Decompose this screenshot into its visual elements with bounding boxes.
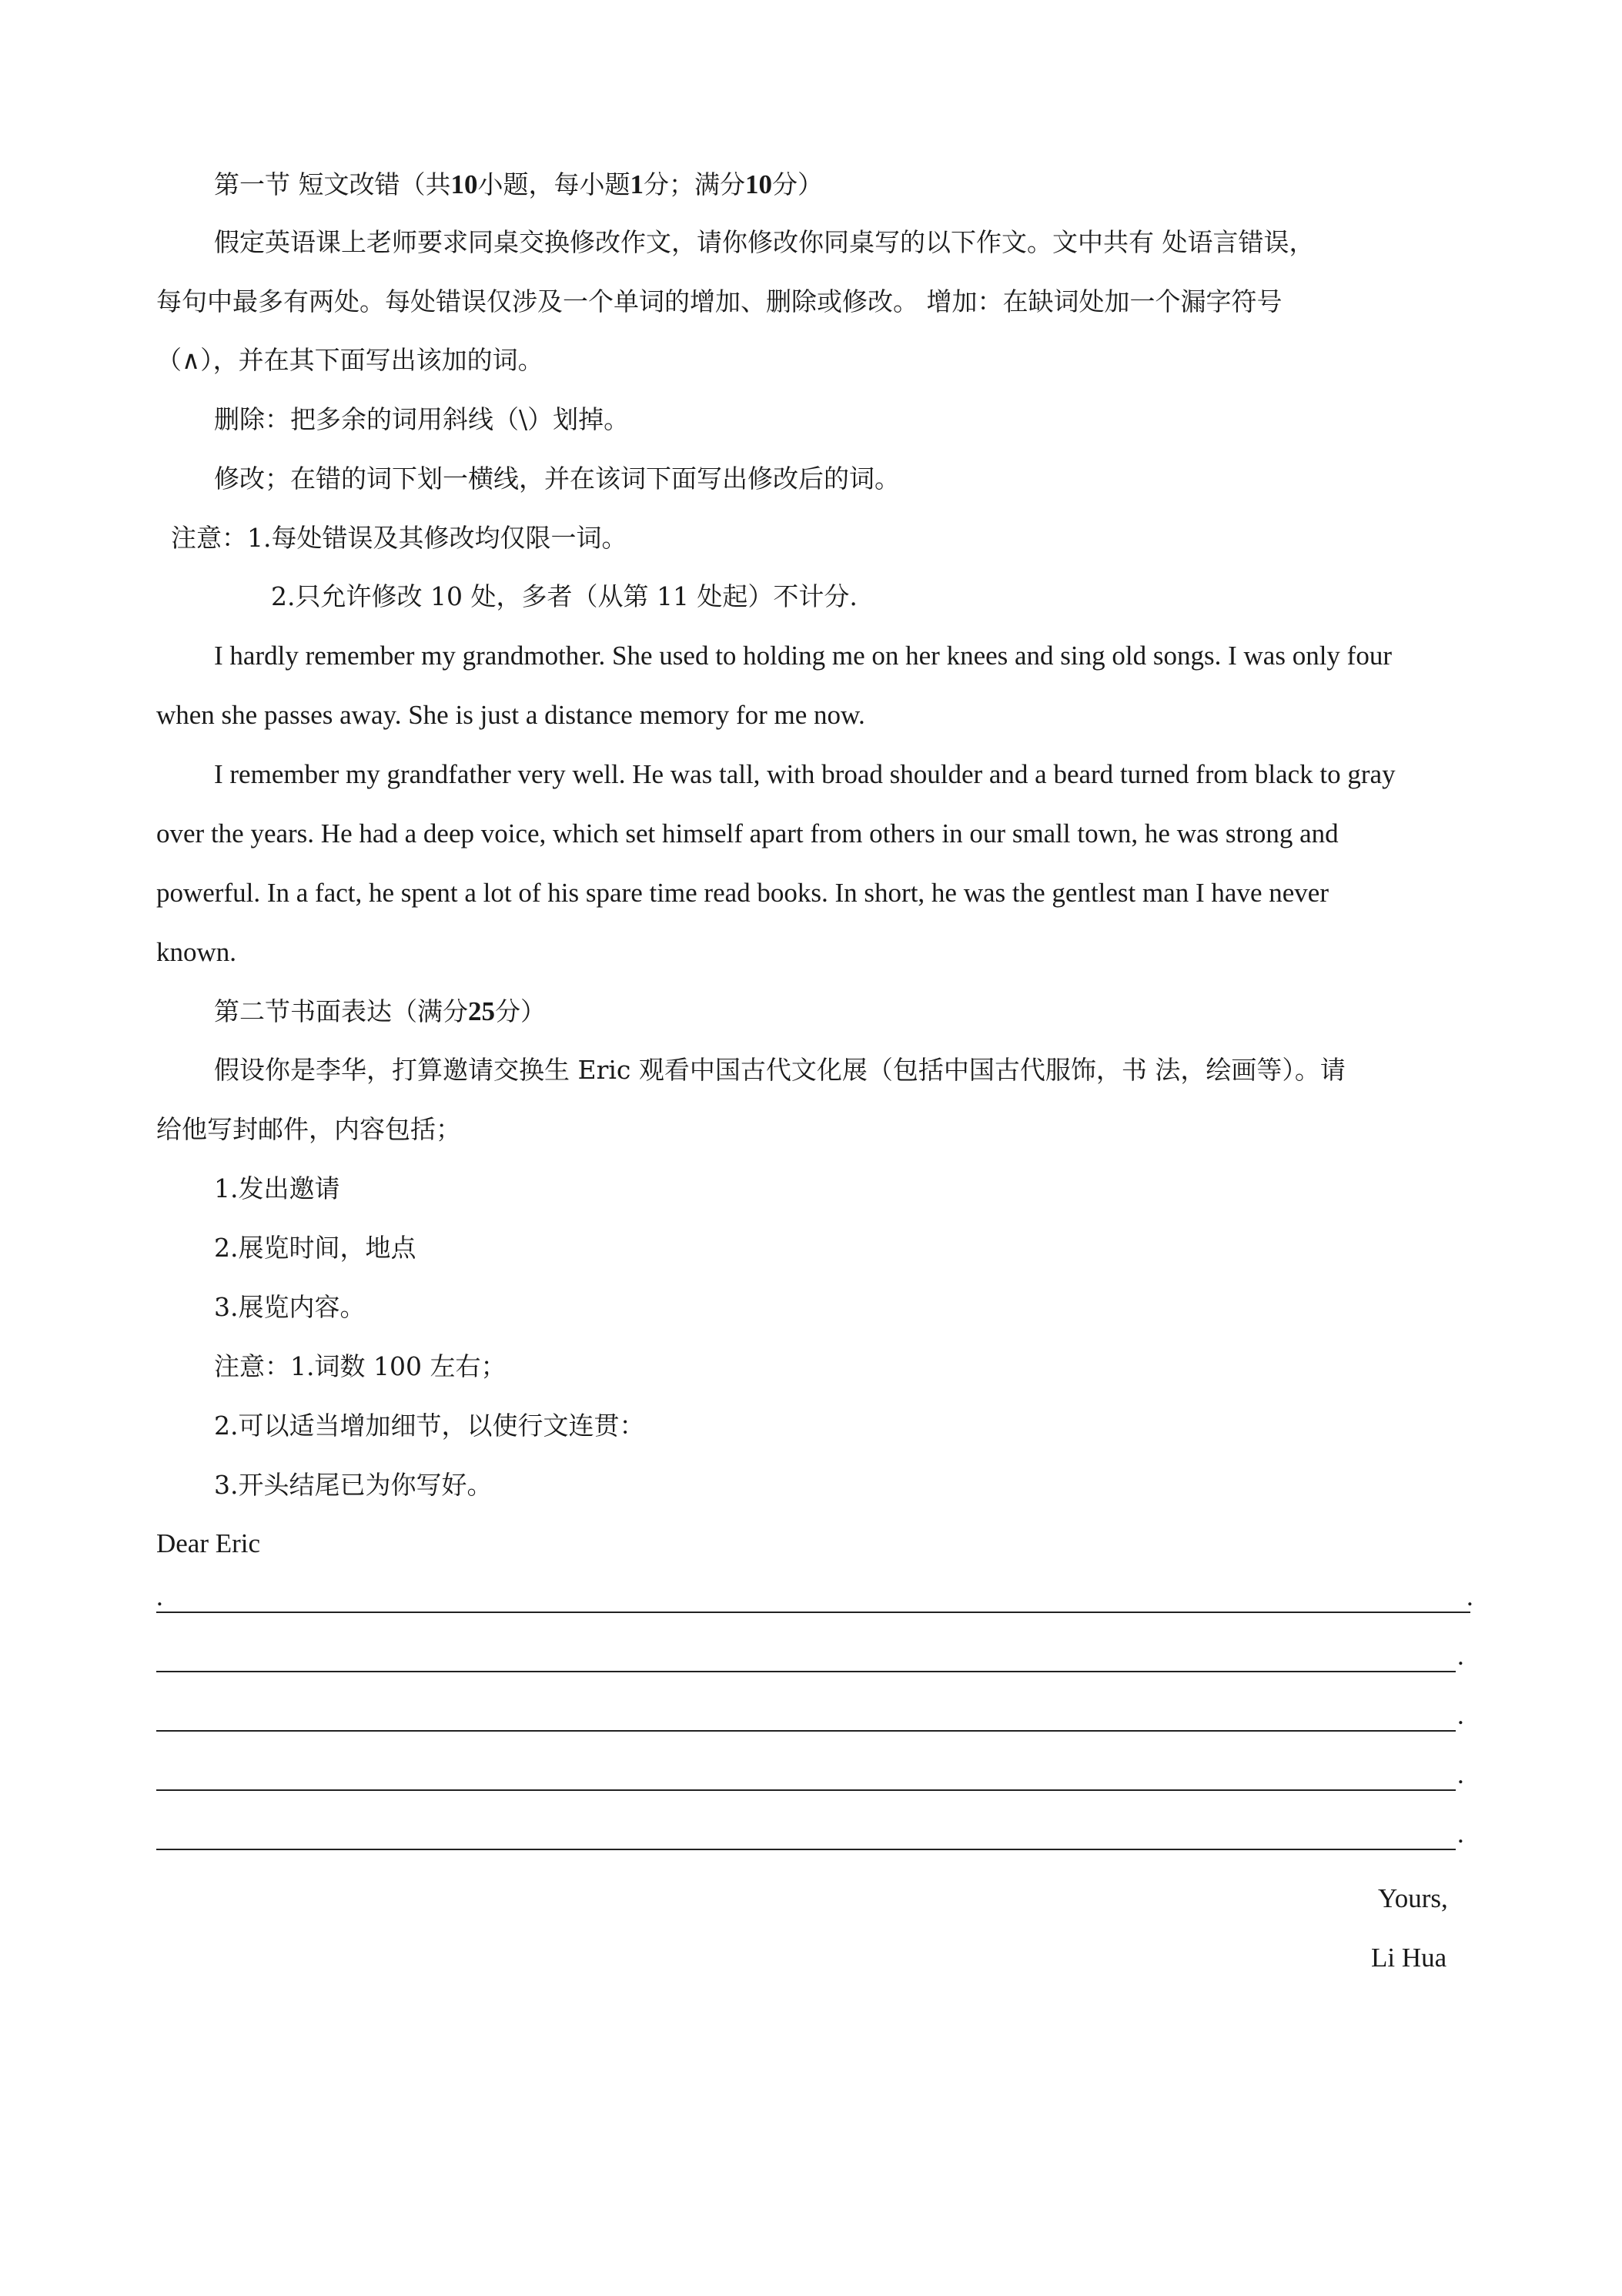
instruction-line-1: 假定英语课上老师要求同桌交换修改作文，请你修改你同桌写的以下作文。文中共有 处语言错误， (214, 227, 1315, 257)
prompt-line-2: 给他写封邮件，内容包括； (156, 1114, 461, 1144)
writing-line-1[interactable] (156, 1612, 1470, 1613)
writing-line-5-end-dot: . (1457, 1819, 1464, 1849)
prompt-line-1: 假设你是李华，打算邀请交换生 Eric 观看中国古代文化展（包括中国古代服饰，书 法，绘画等）。请 (214, 1055, 1346, 1085)
instruction-line-3: （∧），并在其下面写出该加的词。 (156, 345, 543, 375)
passage-p2-line3: powerful. In a fact, he spent a lot of his spare time read books. In short, he was the gentlest man I have never (156, 878, 1329, 908)
writing-line-4[interactable] (156, 1789, 1456, 1791)
salutation: Dear Eric (156, 1528, 261, 1558)
content-item-3: 3.展览内容。 (214, 1292, 366, 1322)
passage-p1-line1: I hardly remember my grandmother. She used to holding me on her knees and sing old songs. I was only four (214, 641, 1392, 671)
note-2: 2.只允许修改 10 处，多者（从第 11 处起）不计分. (271, 581, 858, 611)
section2-title: 第二节书面表达（满分25分） (214, 996, 546, 1026)
passage-p2-line1: I remember my grandfather very well. He was tall, with broad shoulder and a beard turned from black to gray (214, 759, 1396, 789)
section1-title: 第一节 短文改错（共10小题，每小题1分；满分10分） (214, 169, 823, 199)
passage-p2-line4: known. (156, 937, 237, 967)
note-1: 注意：1.每处错误及其修改均仅限一词。 (171, 523, 627, 553)
writing-line-4-end-dot: . (1457, 1759, 1464, 1789)
instruction-line-2: 每句中最多有两处。每处错误仅涉及一个单词的增加、删除或修改。 增加：在缺词处加一个漏字符号 (156, 286, 1283, 316)
writing-note-1: 注意：1.词数 100 左右； (214, 1351, 507, 1381)
writing-line-1-start-dot: . (156, 1581, 163, 1612)
writing-line-5[interactable] (156, 1849, 1456, 1850)
writing-note-3: 3.开头结尾已为你写好。 (214, 1470, 493, 1500)
content-item-1: 1.发出邀请 (214, 1173, 340, 1203)
closing: Yours, (1378, 1883, 1448, 1913)
writing-line-3-end-dot: . (1457, 1700, 1464, 1730)
writing-line-2[interactable] (156, 1671, 1456, 1672)
writing-note-2: 2.可以适当增加细节，以使行文连贯： (214, 1411, 645, 1441)
passage-p1-line2: when she passes away. She is just a distance memory for me now. (156, 700, 865, 730)
writing-line-2-end-dot: . (1457, 1641, 1464, 1671)
delete-rule: 删除：把多余的词用斜线（\）划掉。 (214, 404, 630, 434)
writing-line-3[interactable] (156, 1730, 1456, 1732)
content-item-2: 2.展览时间，地点 (214, 1233, 416, 1263)
writing-line-1-end-dot: . (1466, 1581, 1473, 1612)
signature: Li Hua (1371, 1943, 1447, 1973)
passage-p2-line2: over the years. He had a deep voice, which set himself apart from others in our small town, he was strong and (156, 818, 1339, 848)
modify-rule: 修改；在错的词下划一横线，并在该词下面写出修改后的词。 (214, 464, 900, 494)
